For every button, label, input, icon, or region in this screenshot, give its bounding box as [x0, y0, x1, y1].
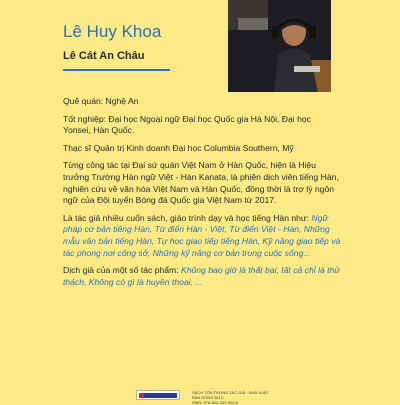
- publisher-logo: [136, 390, 180, 400]
- author-photo: [228, 0, 331, 92]
- author-bio: [63, 96, 341, 294]
- barcode-line-2: ISBN: 978-604-333-904-8: [192, 400, 238, 405]
- coauthor-name: Lê Cát An Châu: [63, 50, 145, 62]
- translations-paragraph: [63, 265, 341, 288]
- career-text: Từng công tác tại Đại sứ quán Việt Nam ở Hàn Quốc, hiện là Hiệu trưởng Trường Hàn ngữ Việt - Hàn Kanata, là phiên dịch viên tiếng Hàn, nghiên cứu về văn hóa Việt Nam và Hàn Quốc, đồng thời là trợ lý ngôn ngữ của Đội tuyển Bóng đá Quốc gia Việt Nam từ 2017.: [63, 160, 339, 206]
- works-titles: Ngữ pháp cơ bản tiếng Hàn, Từ điển Hàn - Việt, Từ điển Việt - Hàn, Những mẫu văn bản tiếng Hàn, Tự học giao tiếp tiếng Hàn, Kỹ năng giao tiếp và tác phong nơi công sở, Những kỹ năng cơ bản trong cuộc sống...: [63, 212, 341, 258]
- name-underline: [63, 69, 170, 71]
- works-paragraph: [63, 213, 341, 259]
- author-name: Lê Huy Khoa: [63, 22, 162, 41]
- barcode-info: [192, 390, 272, 405]
- translations-intro: Dịch giả của một số tác phẩm:: [63, 265, 179, 276]
- translations-titles: Không bao giờ là thất bại, tất cả chỉ là thử thách, Không có gì là huyền thoại, ...: [63, 265, 340, 287]
- education-text: Tốt nghiệp: Đại học Ngoại ngữ Đại học Quốc gia Hà Nội, Đại học Yonsei, Hàn Quốc.: [63, 113, 311, 136]
- hometown-text: Quê quán: Nghệ An: [63, 96, 139, 106]
- works-intro: Là tác giả nhiều cuốn sách, giáo trình dạy và học tiếng Hàn như:: [63, 212, 310, 223]
- masters-text: Thạc sĩ Quản trị Kinh doanh Đại học Columbia Southern, Mỹ: [63, 142, 294, 153]
- barcode-line-1: SÁCH TÔN TRỌNG TÁC GIẢ · NHÀ XUẤT BẢN HỒNG ĐỨC: [192, 390, 269, 400]
